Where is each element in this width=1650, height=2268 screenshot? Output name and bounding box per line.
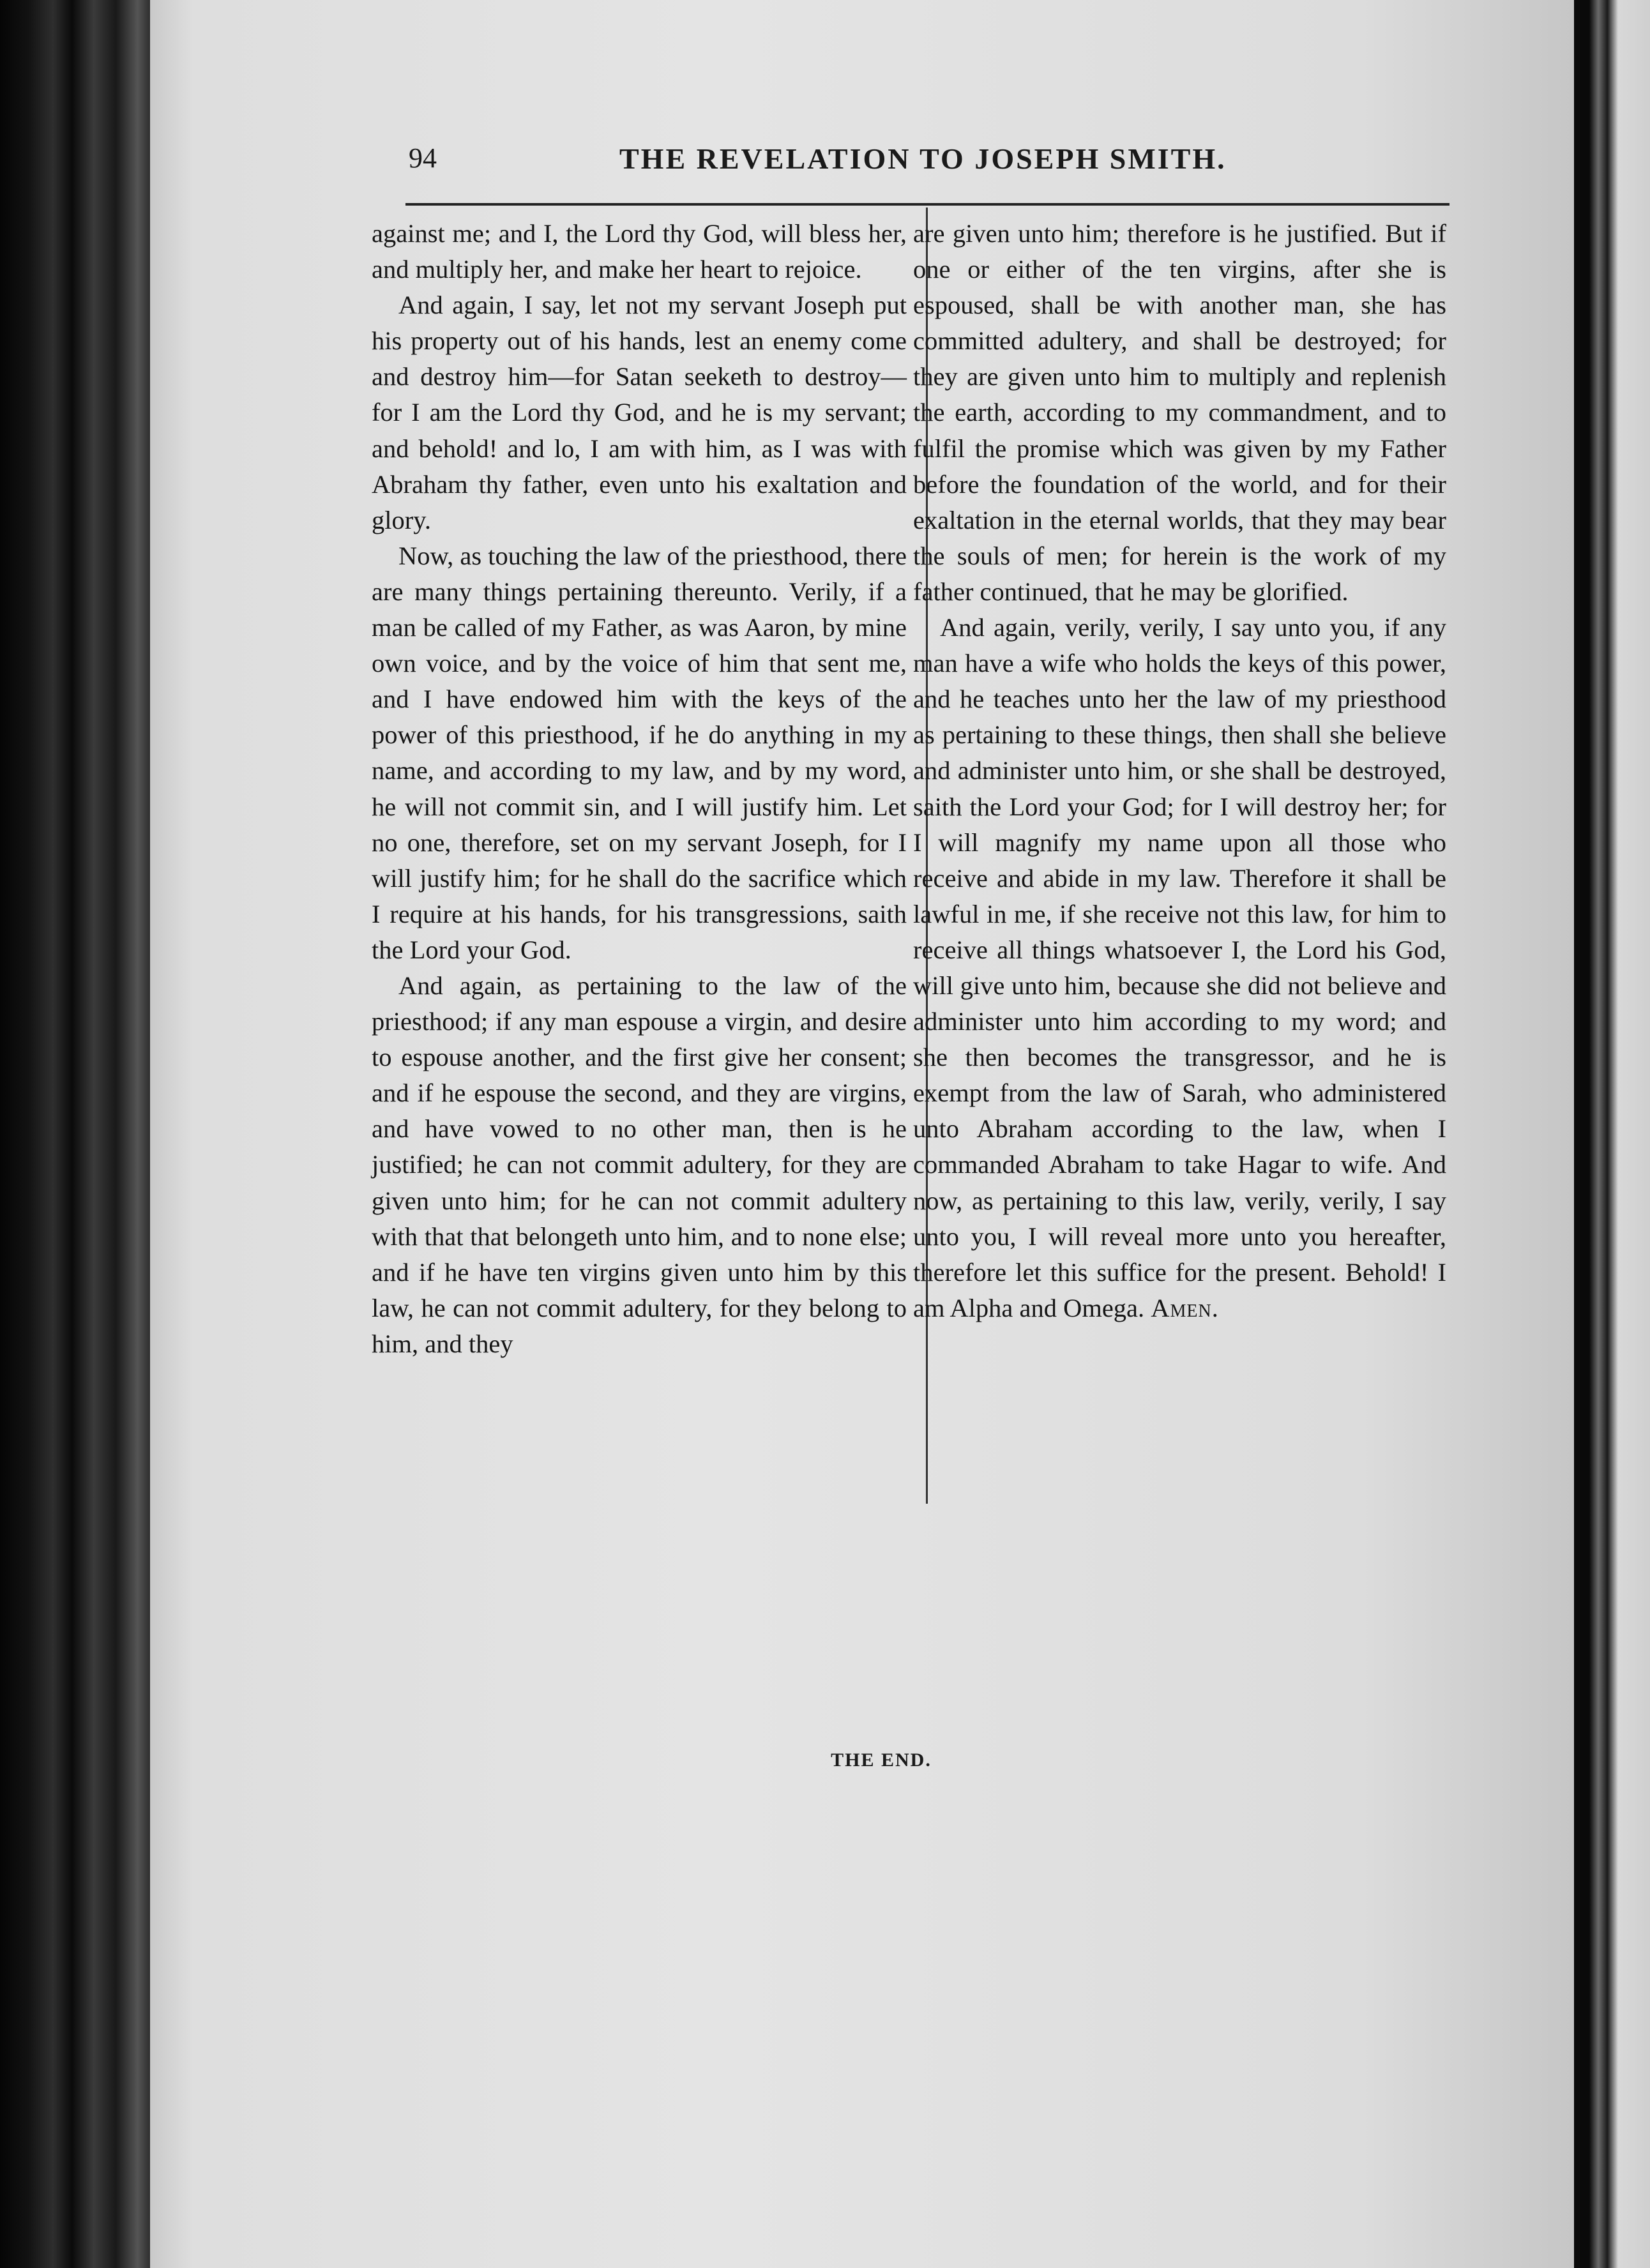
page-number: 94 (409, 142, 437, 174)
header-rule (405, 203, 1449, 206)
paragraph: against me; and I, the Lord thy God, will bless her, and multiply her, and make her heart to rejoice. (372, 219, 907, 284)
running-head: THE REVELATION TO JOSEPH SMITH. (619, 142, 1227, 175)
left-column (372, 216, 907, 1362)
paragraph: are given unto him; therefore is he justified. But if one or either of the ten virgins, after she is espoused, shall be with another man, she has committed adultery, and shall be destroyed; for they are given unto him to multiply and replenish the earth, according to my commandment, and to fulfil the promise which was given by my Father before the foundation of the world, and for their exaltation in the eternal worlds, that they may bear the souls of men; for herein is the work of my father continued, that he may be glorified. (913, 219, 1446, 606)
paragraph: And again, as pertaining to the law of the priesthood; if any man espouse a virgin, and desire to espouse another, and the first give her consent; and if he espouse the second, and they are virgins, and have vowed to no other man, then is he justified; he can not commit adultery, for they are given unto him; for he can not commit adultery with that that belongeth unto him, and to none else; and if he have ten virgins given unto him by this law, he can not commit adultery, for they belong to him, and they (372, 971, 907, 1358)
book-spine (0, 0, 156, 2268)
paragraph: Now, as touching the law of the priesthood, there are many things pertaining thereunto. Verily, if a man be called of my Father, as was Aaron, by mine own voice, and by the voice of him that sent me, and I have endowed him with the keys of the power of this priesthood, if he do anything in my name, and according to my law, and by my word, he will not commit sin, and I will justify him. Let no one, therefore, set on my servant Joseph, for I will justify him; for he shall do the sacrifice which I require at his hands, for his transgressions, saith the Lord your God. (372, 541, 907, 964)
amen-closing: Amen. (1151, 1293, 1219, 1322)
paragraph (913, 610, 1446, 1326)
adjacent-page-edge (1574, 0, 1650, 2268)
page-header (409, 128, 1449, 185)
right-column (913, 216, 1446, 1326)
the-end-label: THE END. (831, 1750, 932, 1771)
paragraph-text: And again, verily, verily, I say unto you, if any man have a wife who holds the keys of this power, and he teaches unto her the law of my priesthood as pertaining to these things, then shall she believe and administer unto him, or she shall be destroyed, saith the Lord your God; for I will destroy her; for I will magnify my name upon all those who receive and abide in my law. Therefore it shall be lawful in me, if she receive not this law, for him to receive all things whatsoever I, the Lord his God, will give unto him, because she did not believe and administer unto him according to my word; and she then becomes the transgressor, and he is exempt from the law of Sarah, who administered unto Abraham according to the law, when I commanded Abraham to take Hagar to wife. And now, as pertaining to this law, verily, verily, I say unto you, I will reveal more unto you hereafter, therefore let this suffice for the present. Behold! I am Alpha and Omega. (913, 613, 1446, 1322)
paragraph: And again, I say, let not my servant Joseph put his property out of his hands, lest an enemy come and destroy him—for Satan seeketh to destroy—for I am the Lord thy God, and he is my servant; and behold! and lo, I am with him, as I was with Abraham thy father, even unto his exaltation and glory. (372, 291, 907, 534)
